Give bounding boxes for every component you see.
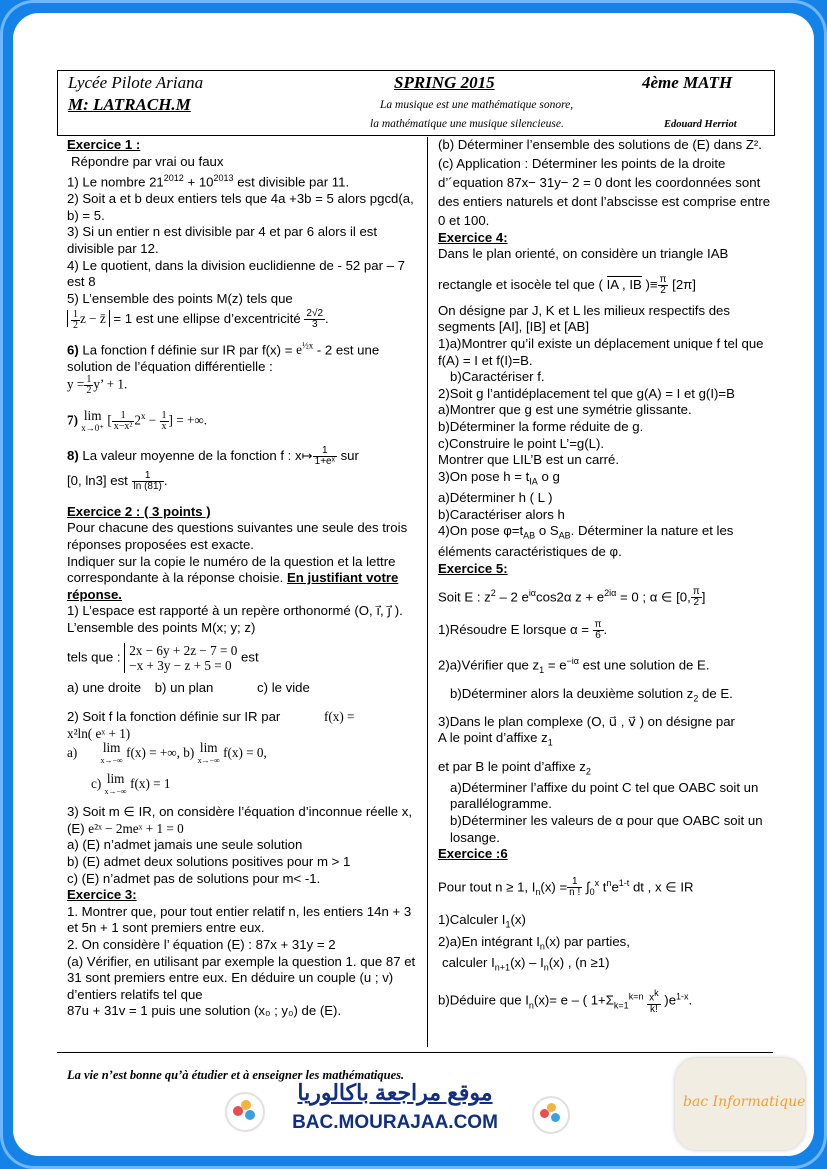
- ex5-q3c: A le point d’affixe $z_1$: [438, 730, 553, 749]
- ex2-p2: Indiquer sur la copie le numéro de la question et la lettre correspondante à la réponse choisie. En justifiant votre réponse.: [67, 553, 399, 602]
- ex4-q2: 2)Soit g l’antidéplacement tel que g(A) = I et g(I)=B: [438, 385, 735, 401]
- ex3-q2: 2. On considère l’ équation (E) : 87x + 31y = 2: [67, 937, 336, 952]
- teacher-name: M: LATRACH.M: [68, 95, 191, 114]
- ex4-p2: rectangle et isocèle tel que ( IA , IB )≡ $\frac{\pi}{2}$ [2π]: [438, 273, 696, 296]
- ex6-q2a: 2)a)En intégrant $I_n(x)$ par parties,: [438, 933, 630, 952]
- ex2-q1-answers: a) une droite b) un plan c) le vide: [67, 680, 310, 696]
- ex6-q1: 1)Calculer $I_1(x)$: [438, 912, 526, 931]
- ex5-title: Exercice 5:: [438, 560, 508, 576]
- ex1-q5-formula: $\frac{1}{2}$ z − z̄ = 1 est une ellipse d’excentricité $\frac{2√2}{3}$ .: [67, 309, 417, 330]
- quote-line-1: La musique est une mathématique sonore,: [380, 99, 574, 111]
- ex1-q5: 5) L’ensemble des points M(z) tels que: [67, 290, 293, 306]
- ex2-q3-b: b) (E) admet deux solutions positives pour m > 1: [67, 854, 351, 870]
- bac-informatique-badge: [675, 1058, 805, 1150]
- column-divider: [427, 137, 428, 1047]
- ex2-q1-system: tels que : 2x − 6y + 2z − 7 = 0 −x + 3y − z + 5 = 0 est: [67, 643, 259, 674]
- quote-author: Edouard Herriot: [664, 119, 737, 130]
- ex3-qc: (c) Application : Déterminer les points de la droite d’´equation 87x− 31y− 2 = 0 dont les coordonnées sont des entiers naturels et dont l’abscisse est comprise entre 0 et 100.: [438, 155, 771, 228]
- ex1-q3: 3) Si un entier n est divisible par 4 et par 6 alors il est divisible par 12.: [67, 224, 378, 256]
- exam-header: [57, 70, 775, 136]
- school-name: Lycée Pilote Ariana: [68, 73, 204, 92]
- site-banner[interactable]: [270, 1080, 520, 1154]
- ex1-title: Exercice 1 :: [67, 137, 141, 152]
- ex4-p1: Dans le plan orienté, on considère un triangle IAB: [438, 246, 729, 262]
- ex6-intro: Pour tout n ≥ 1, $I_n(x)$ = $\frac{1}{n !}$ $\int_0^x$ $t^ne^{1-t}$ dt , x ∈ IR: [438, 876, 694, 899]
- ex4-q3a: a)Déterminer h ( L ): [438, 489, 553, 505]
- ex5-q2b: b)Déterminer alors la deuxième solution $z_2$ de E.: [450, 685, 733, 704]
- ex3-qb: (b) Déterminer l’ensemble des solutions de (E) dans Z².: [438, 137, 762, 152]
- ex3-qa: (a) Vérifier, en utilisant par exemple la question 1. que 87 et 31 sont premiers entre eux. En déduire un couple (u ; v) d’entiers relatifs tel que: [67, 953, 416, 1002]
- ex2-q2-func: x²ln( eˣ + 1): [67, 725, 131, 741]
- ex4-q1a: 1)a)Montrer qu’il existe un déplacement unique f tel que f(A) = I et f(I)=B.: [438, 335, 764, 368]
- ex2-q2-ab: a) lim x→−∞ f(x) = +∞, b) lim x→−∞ f(x) = 0,: [67, 740, 267, 766]
- ex1-q6: 6) La fonction f définie sur IR par $f(x) = e^{\frac{1}{2}x} - 2$ est une solution de l’équation différentielle :: [67, 340, 380, 374]
- site-name-arabic[interactable]: موقع مراجعة باكالوريا: [297, 1080, 493, 1105]
- ex1-q1: 1) Le nombre $21^{2012} + 10^{2013}$ est divisible par 11.: [67, 173, 350, 190]
- ex4-q3b: b)Caractériser alors h: [438, 506, 565, 522]
- ex2-q2: 2) Soit f la fonction définie sur IR par f(x) =: [67, 709, 355, 725]
- ex5-q3d: et par B le point d’affixe $z_2$: [438, 758, 591, 777]
- ex3-q1: 1. Montrer que, pour tout entier relatif n, les entiers 14n + 3 et 5n + 1 sont premiers entre eux.: [67, 903, 412, 936]
- ex1-q7: 7) lim x→0⁺ [ $\frac{1}{\text{x−x²}}$ $2^x$ − $\frac{1}{x}$ ] = +∞.: [67, 407, 208, 433]
- ex2-q3-a: a) (E) n’admet jamais une seule solution: [67, 837, 303, 853]
- site-logo-icon-right: [532, 1096, 570, 1134]
- class-label: 4ème MATH: [642, 73, 733, 92]
- ex4-q1b: b)Caractériser f.: [450, 369, 545, 385]
- ex2-q1: 1) L’espace est rapporté à un repère orthonormé (O, ı⃗, j⃗ ). L’ensemble des points M(x; y; z): [67, 603, 403, 635]
- ex4-q2b: b)Déterminer la forme réduite de g.: [438, 418, 644, 434]
- ex5-eq: Soit E : $z^2 - 2$ $e^{i\alpha}\cos 2\alpha$ $z + e^{2i\alpha} = 0$ ; α ∈ [0, $\frac{\pi}{2}$ ]: [438, 585, 706, 608]
- badge-label: bac Informatique: [683, 1094, 806, 1110]
- ex2-p1: Pour chacune des questions suivantes une seule des trois réponses proposées est exacte.: [67, 520, 408, 552]
- ex5-q3: 3)Dans le plan complexe (O, u⃗ , v⃗ ) on désigne par: [438, 713, 735, 729]
- ex4-q2d: Montrer que LIL’B est un carré.: [438, 452, 620, 468]
- ex4-title: Exercice 4:: [438, 229, 508, 245]
- ex6-title: Exercice :6: [438, 846, 508, 862]
- left-column: [67, 137, 417, 1020]
- ex1-q8-b: [0, ln3] est $\frac{1}{\ln (81)}$ .: [67, 469, 168, 492]
- ex4-q4: 4)On pose $\varphi=t_{AB}$ o $S_{AB}$. Déterminer la nature et les éléments caractéristiques de φ.: [438, 523, 734, 560]
- ex4-q2c: c)Construire le point L’=g(L).: [438, 435, 605, 451]
- ex2-q3: 3) Soit m ∈ IR, on considère l’équation d’inconnue réelle x, (E) e²ˣ − 2meˣ + 1 = 0: [67, 804, 413, 836]
- session-label: SPRING 2015: [394, 73, 495, 92]
- ex3-qa2: 87u + 31v = 1 puis une solution (x₀ ; y₀) de (E).: [67, 1003, 342, 1019]
- ex2-title: Exercice 2 : ( 3 points ): [67, 503, 211, 519]
- ex1-q2: 2) Soit a et b deux entiers tels que 4a +3b = 5 alors pgcd(a, b) = 5.: [67, 191, 414, 223]
- ex2-q3-c: c) (E) n’admet pas de solutions pour m< -1.: [67, 870, 321, 886]
- ex4-p3: On désigne par J, K et L les milieux respectifs des segments [AI], [IB] et [AB]: [438, 302, 730, 335]
- ex2-q2-c: c) lim x→−∞ f(x) = 1: [91, 771, 171, 797]
- ex4-q3: 3)On pose $h = t_{IA}$ o g: [438, 468, 560, 487]
- ex1-q8: 8) La valeur moyenne de la fonction f : x↦ $\frac{1}{\text{1+eˣ}}$ sur: [67, 444, 359, 467]
- ex5-q3a: a)Déterminer l’affixe du point C tel que OABC soit un parallélogramme.: [450, 779, 759, 812]
- ex4-q2a: a)Montrer que g est une symétrie glissante.: [438, 402, 692, 418]
- ex1-q4: 4) Le quotient, dans la division euclidienne de - 52 par – 7 est 8: [67, 257, 405, 290]
- ex1-q6-eq: y = $\frac{1}{2}$ y’ + 1.: [67, 374, 128, 397]
- ex5-q3bb: b)Déterminer les valeurs de α pour que OABC soit un losange.: [450, 813, 763, 845]
- site-url[interactable]: BAC.MOURAJAA.COM: [292, 1112, 498, 1133]
- ex5-q2a: 2)a)Vérifier que $z_1 = e^{-i\alpha}$ est une solution de E.: [438, 655, 710, 675]
- bottom-rule: [57, 1052, 773, 1053]
- ex5-q1: 1)Résoudre E lorsque α = $\frac{\pi}{6}$ .: [438, 618, 608, 641]
- ex1-intro: Répondre par vrai ou faux: [71, 153, 224, 169]
- ex6-q2c: b)Déduire que $I_n(x)= e$ – ( $1+\Sigma_{k=1}^{k=n}$ $\frac{x^k}{k!}$ )$e^{1-x}$.: [438, 988, 693, 1015]
- ex3-title: Exercice 3:: [67, 887, 137, 903]
- ex6-q2b: calculer $I_{n+1}(x) - I_n(x)$ , (n ≥1): [442, 954, 610, 973]
- footer-quote: La vie n’est bonne qu’à étudier et à enseigner les mathématiques.: [67, 1068, 405, 1082]
- site-logo-icon: [225, 1092, 265, 1132]
- quote-line-2: la mathématique une musique silencieuse.: [370, 118, 564, 130]
- right-column: [438, 137, 778, 1015]
